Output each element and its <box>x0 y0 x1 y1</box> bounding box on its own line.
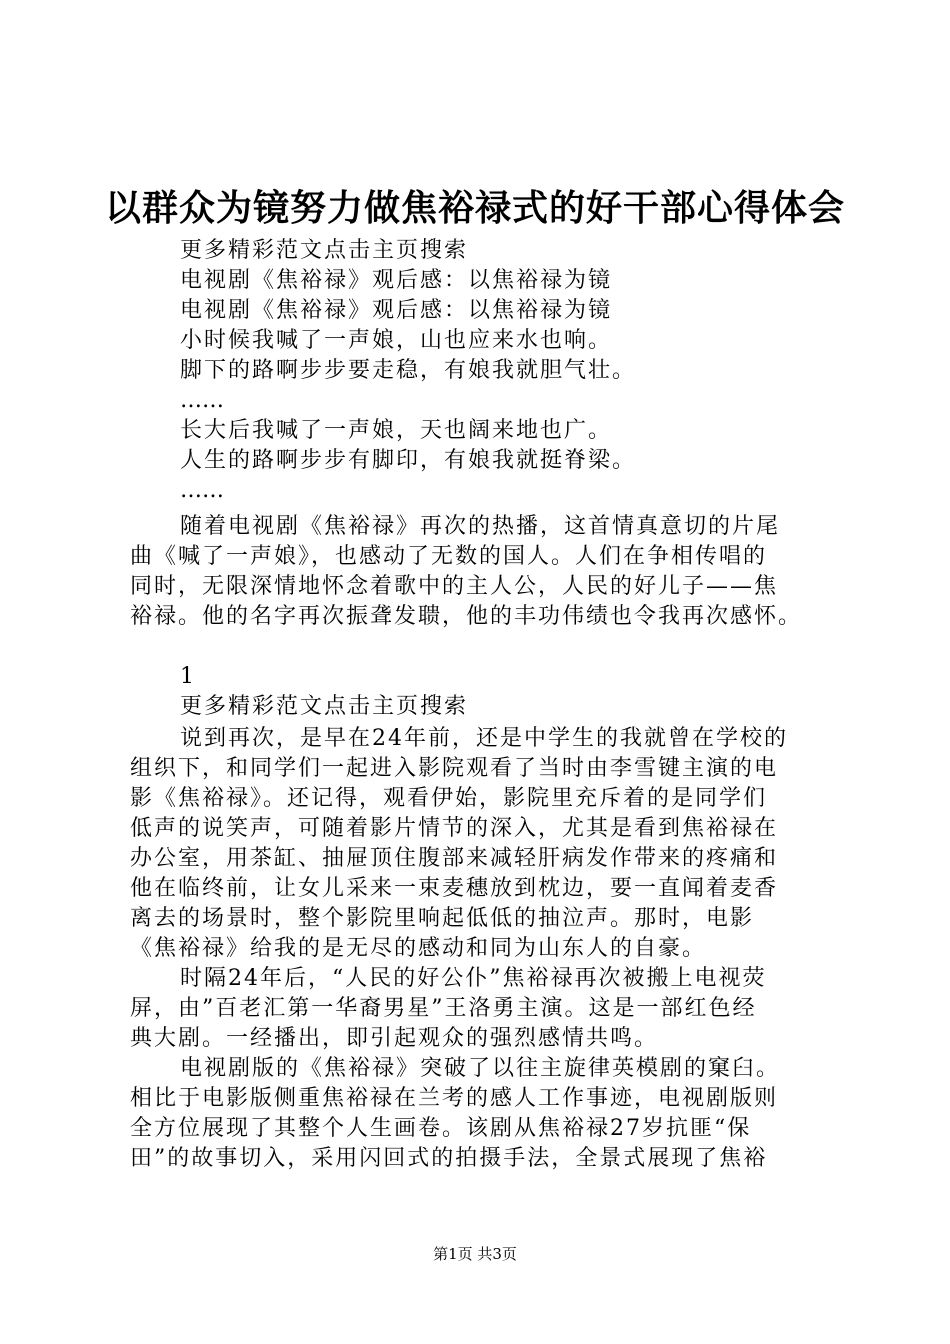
paragraph-3 <box>130 964 830 1054</box>
paragraph-4 <box>130 1054 830 1174</box>
subtitle-line: 电视剧《焦裕禄》观后感：以焦裕禄为镜 <box>180 268 613 293</box>
lyric-ellipsis: …… <box>180 478 224 503</box>
lyric-ellipsis: …… <box>180 388 224 413</box>
paragraph-line: 典大剧。一经播出，即引起观众的强烈感情共鸣。 <box>130 1026 659 1051</box>
paragraph-line: 屏，由”百老汇第一华裔男星”王洛勇主演。这是一部红色经 <box>130 996 757 1021</box>
paragraph-line: 离去的场景时，整个影院里响起低低的抽泣声。那时，电影 <box>130 906 755 931</box>
page-footer: 第1页 共3页 <box>433 1245 517 1263</box>
subtitle-line: 电视剧《焦裕禄》观后感：以焦裕禄为镜 <box>180 298 613 323</box>
paragraph-2 <box>130 724 830 964</box>
promo-link-text[interactable]: 更多精彩范文点击主页搜索 <box>180 238 469 263</box>
paragraph-line: 低声的说笑声，可随着影片情节的深入，尤其是看到焦裕禄在 <box>130 816 779 841</box>
lyric-line: 长大后我喊了一声娘，天也阔来地也广。 <box>180 418 613 443</box>
inline-page-number: 1 <box>180 664 196 689</box>
paragraph-line: 时隔24年后，“人民的好公仆”焦裕禄再次被搬上电视荧 <box>180 966 767 991</box>
paragraph-line: 田”的故事切入，采用闪回式的拍摄手法，全景式展现了焦裕 <box>130 1146 768 1171</box>
paragraph-line: 影《焦裕禄》。还记得，观看伊始，影院里充斥着的是同学们 <box>130 786 768 811</box>
paragraph-line: 组织下，和同学们一起进入影院观看了当时由李雪键主演的电 <box>130 756 779 781</box>
lyric-line: 脚下的路啊步步要走稳，有娘我就胆气壮。 <box>180 358 637 383</box>
lyric-line: 人生的路啊步步有脚印，有娘我就挺脊梁。 <box>180 448 637 473</box>
paragraph-line: 裕禄。他的名字再次振聋发聩，他的丰功伟绩也令我再次感怀。 <box>130 604 803 629</box>
paragraph-line: 同时，无限深情地怀念着歌中的主人公，人民的好儿子——焦 <box>130 574 779 599</box>
promo-link-text[interactable]: 更多精彩范文点击主页搜索 <box>180 694 469 719</box>
paragraph-line: 《焦裕禄》给我的是无尽的感动和同为山东人的自豪。 <box>130 936 707 961</box>
lyric-line: 小时候我喊了一声娘，山也应来水也响。 <box>180 328 613 353</box>
document-title: 以群众为镜努力做焦裕禄式的好干部心得体会 <box>104 187 845 229</box>
paragraph-line: 电视剧版的《焦裕禄》突破了以往主旋律英模剧的窠臼。 <box>180 1056 781 1081</box>
paragraph-line: 全方位展现了其整个人生画卷。该剧从焦裕禄27岁抗匪“保 <box>130 1116 752 1141</box>
paragraph-line: 曲《喊了一声娘》，也感动了无数的国人。人们在争相传唱的 <box>130 544 768 569</box>
paragraph-line: 随着电视剧《焦裕禄》再次的热播，这首情真意切的片尾 <box>180 514 781 539</box>
paragraph-line: 相比于电影版侧重焦裕禄在兰考的感人工作事迹，电视剧版则 <box>130 1086 779 1111</box>
paragraph-1 <box>130 512 830 632</box>
paragraph-line: 说到再次，是早在24年前，还是中学生的我就曾在学校的 <box>180 726 788 751</box>
page-break-section <box>130 662 830 722</box>
paragraph-line: 他在临终前，让女儿采来一束麦穗放到枕边，要一直闻着麦香 <box>130 876 779 901</box>
intro-section <box>130 236 830 506</box>
paragraph-line: 办公室，用茶缸、抽屉顶住腹部来减轻肝病发作带来的疼痛和 <box>130 846 779 871</box>
